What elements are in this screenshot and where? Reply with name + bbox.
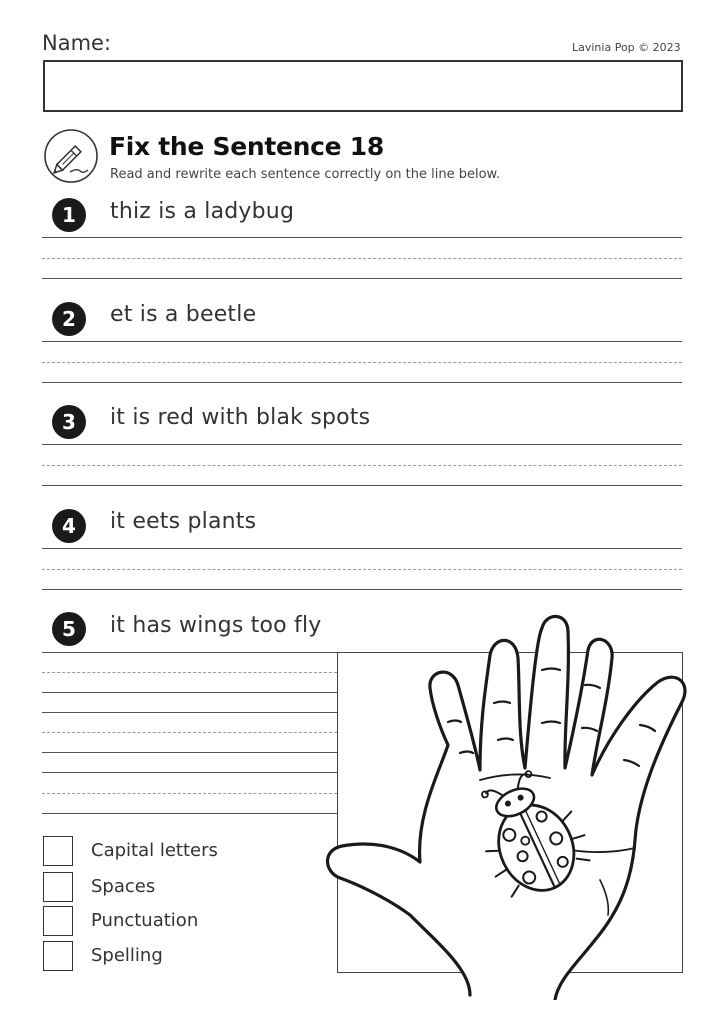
checkbox[interactable] (43, 836, 73, 866)
question-sentence-4: it eets plants (110, 509, 257, 534)
hand-with-ladybug-icon (320, 610, 700, 1000)
writing-line-top (42, 548, 682, 549)
writing-line-dashed (42, 732, 337, 733)
writing-line-base (42, 692, 337, 693)
worksheet-title: Fix the Sentence 18 (109, 132, 384, 161)
question-sentence-3: it is red with blak spots (110, 405, 371, 430)
writing-line-base (42, 752, 337, 753)
question-number-5: 5 (52, 612, 86, 646)
copyright-text: Lavinia Pop © 2023 (572, 41, 681, 54)
question-sentence-1: thiz is a ladybug (110, 199, 295, 224)
writing-line-top (42, 772, 337, 773)
question-sentence-5: it has wings too fly (110, 613, 322, 638)
checkbox[interactable] (43, 941, 73, 971)
writing-line-top (42, 341, 682, 342)
checkbox[interactable] (43, 872, 73, 902)
question-sentence-2: et is a beetle (110, 302, 257, 327)
checklist-label: Capital letters (91, 840, 218, 861)
writing-line-top (42, 444, 682, 445)
question-number-1: 1 (52, 198, 86, 232)
name-input-box[interactable] (43, 60, 683, 112)
checklist-label: Spaces (91, 876, 156, 897)
writing-line-base (42, 382, 682, 383)
pencil-icon (42, 128, 100, 184)
question-number-3: 3 (52, 405, 86, 439)
name-label: Name: (42, 31, 112, 55)
checklist-label: Punctuation (91, 910, 199, 931)
instructions-text: Read and rewrite each sentence correctly on the line below. (110, 167, 501, 182)
writing-line-top (42, 237, 682, 238)
writing-line-dashed (42, 465, 682, 466)
writing-line-base (42, 485, 682, 486)
question-number-2: 2 (52, 302, 86, 336)
checkbox[interactable] (43, 906, 73, 936)
writing-line-dashed (42, 258, 682, 259)
writing-line-base (42, 278, 682, 279)
writing-line-top (42, 712, 337, 713)
writing-line-dashed (42, 362, 682, 363)
writing-line-dashed (42, 793, 337, 794)
writing-line-base (42, 813, 337, 814)
writing-line-dashed (42, 569, 682, 570)
writing-line-dashed (42, 672, 337, 673)
question-number-4: 4 (52, 509, 86, 543)
writing-line-base (42, 589, 682, 590)
checklist-label: Spelling (91, 945, 163, 966)
writing-line-top (42, 652, 337, 653)
